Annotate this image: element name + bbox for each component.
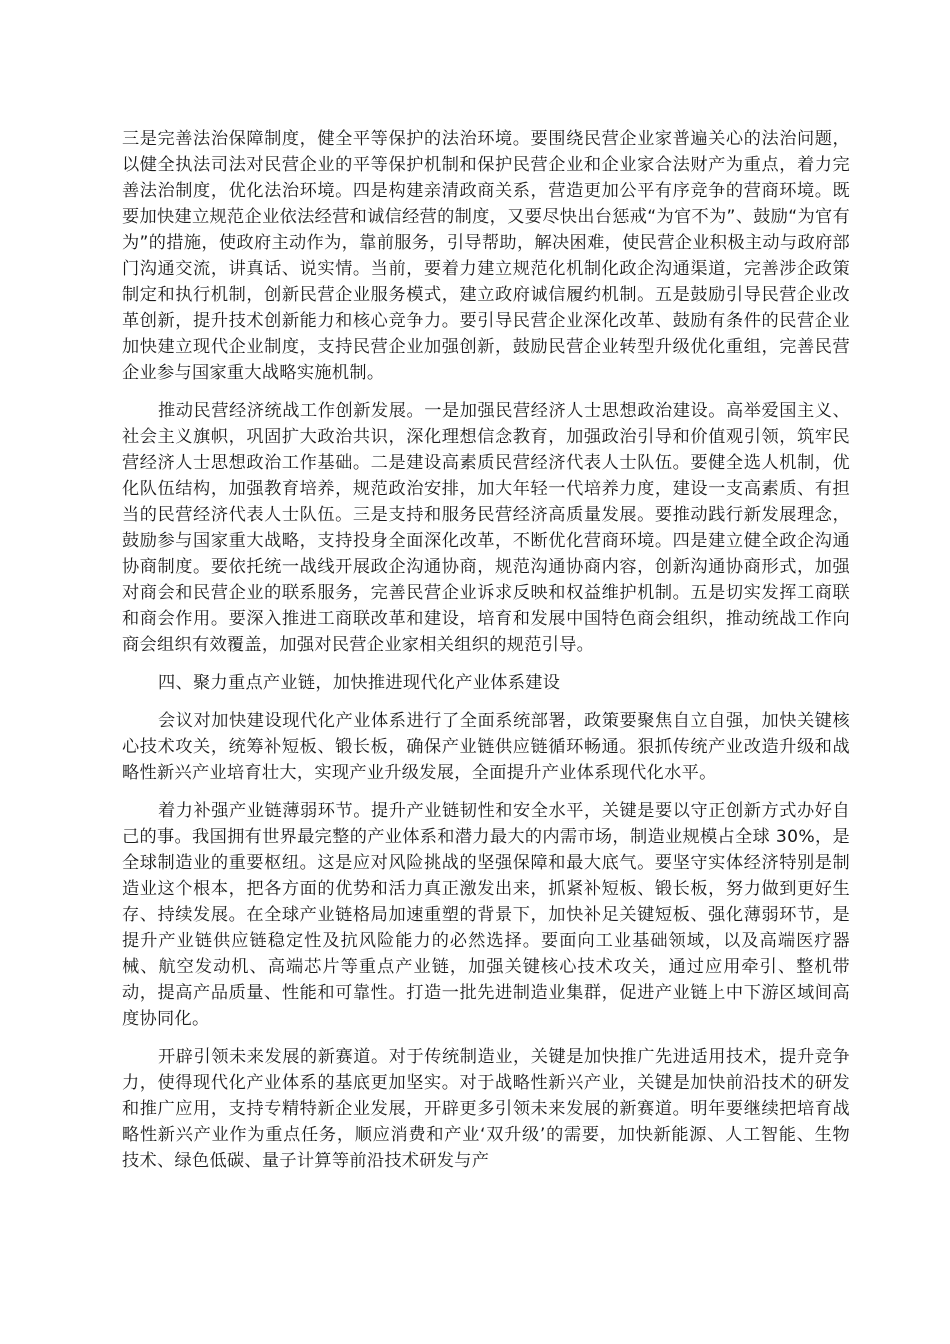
document-page xyxy=(122,126,850,1186)
paragraph-united-front-work: 推动民营经济统战工作创新发展。一是加强民营经济人士思想政治建设。高举爱国主义、社会主义旗帜，巩固扩大政治共识，深化理想信念教育，加强政治引导和价值观引领，筑牢民营经济人士思想政治工作基础。二是建设高素质民营经济代表人士队伍。要健全选人机制，优化队伍结构，加强教育培养，规范政治安排，加大年轻一代培养力度，建设一支高素质、有担当的民营经济代表人士队伍。三是支持和服务民营经济高质量发展。要推动践行新发展理念，鼓励参与国家重大战略，支持投身全面深化改革，不断优化营商环境。四是建立健全政企沟通协商制度。要依托统一战线开展政企沟通协商，规范沟通协商内容，创新沟通协商形式，加强对商会和民营企业的联系服务，完善民营企业诉求反映和权益维护机制。五是切实发挥工商联和商会作用。要深入推进工商联改革和建设，培育和发展中国特色商会组织，推动统战工作向商会组织有效覆盖，加强对民营企业家相关组织的规范引导。 xyxy=(122,401,850,655)
paragraph-new-tracks: 开辟引领未来发展的新赛道。对于传统制造业，关键是加快推广先进适用技术，提升竞争力，使得现代化产业体系的基底更加坚实。对于战略性新兴产业，关键是加快前沿技术的研发和推广应用，支持专精特新企业发展，开辟更多引领未来发展的新赛道。明年要继续把培育战略性新兴产业作为重点任务，顺应消费和产业‘双升级’的需要，加快新能源、人工智能、生物技术、绿色低碳、量子计算等前沿技术研发与产 xyxy=(122,1047,850,1171)
paragraph-rule-of-law: 三是完善法治保障制度，健全平等保护的法治环境。要围绕民营企业家普遍关心的法治问题，以健全执法司法对民营企业的平等保护机制和保护民营企业和企业家合法财产为重点，着力完善法治制度，优化法治环境。四是构建亲清政商关系，营造更加公平有序竞争的营商环境。既要加快建立规范企业依法经营和诚信经营的制度，又要尽快出台惩戒“为官不为”、鼓励“为官有为”的措施，使政府主动作为，靠前服务，引导帮助，解决困难，使民营企业积极主动与政府部门沟通交流，讲真话、说实情。当前，要着力建立规范化机制化政企沟通渠道，完善涉企政策制定和执行机制，创新民营企业服务模式，建立政府诚信履约机制。五是鼓励引导民营企业改革创新，提升技术创新能力和核心竞争力。要引导民营企业深化改革、鼓励有条件的民营企业加快建立现代企业制度，支持民营企业加强创新，鼓励民营企业转型升级优化重组，完善民营企业参与国家重大战略实施机制。 xyxy=(122,129,850,383)
paragraph-weak-links: 着力补强产业链薄弱环节。提升产业链韧性和安全水平，关键是要以守正创新方式办好自己的事。我国拥有世界最完整的产业体系和潜力最大的内需市场，制造业规模占全球 30%，是全球制造业的重要枢纽。这是应对风险挑战的坚强保障和最大底气。要坚守实体经济特别是制造业这个根本，把各方面的优势和活力真正激发出来，抓紧补短板、锻长板，努力做到更好生存、持续发展。在全球产业链格局加速重塑的背景下，加快补足关键短板、强化薄弱环节，是提升产业链供应链稳定性及抗风险能力的必然选择。要面向工业基础领域，以及高端医疗器械、航空发动机、高端芯片等重点产业链，加强关键核心技术攻关，通过应用牵引、整机带动，提高产品质量、性能和可靠性。打造一批先进制造业集群，促进产业链上中下游区域间高度协同化。 xyxy=(122,801,850,1029)
section-heading-industrial-chain: 四、聚力重点产业链，加快推进现代化产业体系建设 xyxy=(158,673,561,693)
paragraph-modern-industry-system: 会议对加快建设现代化产业体系进行了全面系统部署，政策要聚焦自立自强，加快关键核心技术攻关，统筹补短板、锻长板，确保产业链供应链循环畅通。狠抓传统产业改造升级和战略性新兴产业培育壮大，实现产业升级发展，全面提升产业体系现代化水平。 xyxy=(122,711,850,783)
